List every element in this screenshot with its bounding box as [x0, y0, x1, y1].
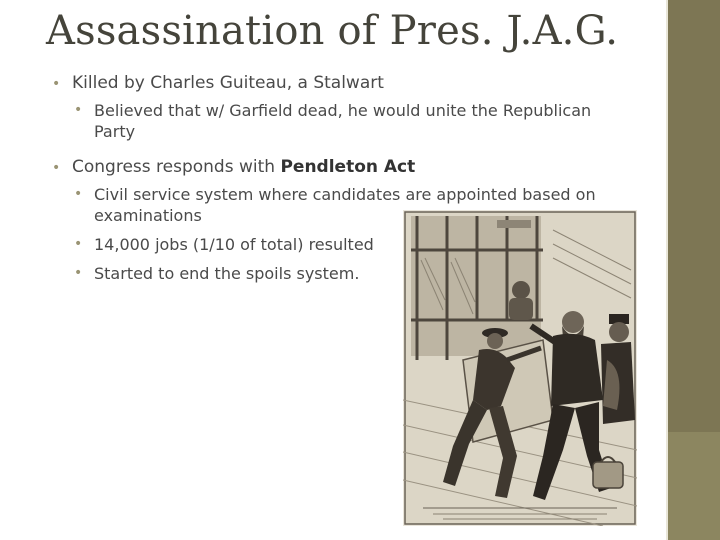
bullet-icon: •: [52, 76, 61, 92]
sub-bullet-text: Believed that w/ Garfield dead, he would unite the Republican Party: [94, 101, 592, 141]
pendleton-act-text: Pendleton Act: [280, 157, 416, 177]
sidebar-divider: [666, 0, 668, 540]
slide-title: Assassination of Pres. J.A.G.: [46, 8, 619, 54]
bullet-icon: •: [74, 102, 83, 118]
bullet-icon: •: [74, 236, 83, 252]
sub-bullet-text: Started to end the spoils system.: [94, 264, 360, 283]
sub-bullet-item: [74, 100, 612, 142]
sub-bullet-text: 14,000 jobs (1/10 of total) resulted: [94, 235, 374, 254]
bullet-item: [52, 156, 612, 178]
bullet-icon: •: [74, 186, 83, 202]
bullet-item: [52, 72, 612, 94]
bullet-icon: •: [52, 160, 61, 176]
bullet-text: Killed by Charles Guiteau, a Stalwart: [72, 73, 384, 93]
bullet-icon: •: [74, 265, 83, 281]
sub-bullet-text: Civil service system where candidates are appointed based on examinations: [94, 185, 596, 225]
garfield-assassination-engraving: [403, 210, 637, 526]
bullet-text-prefix: Congress responds with: [72, 157, 281, 177]
decorative-sidebar-accent: [666, 432, 720, 540]
